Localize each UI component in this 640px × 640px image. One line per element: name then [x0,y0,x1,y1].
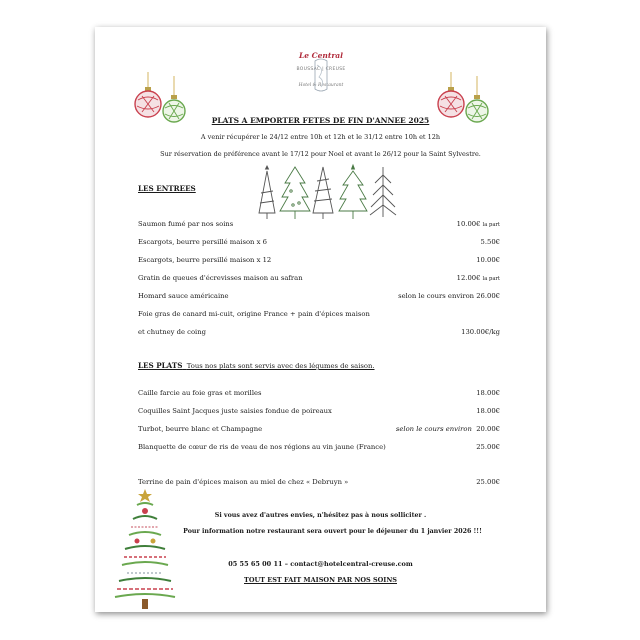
decorated-tree-icon [115,487,175,617]
entree-item: Homard sauce américaine selon le cours environ 26.00€ [138,292,500,300]
plats-heading: LES PLATS Tous nos plats sont servis avec des légumes de saison. [138,361,375,370]
logo-locations: BOUSSAC | CREUSE [296,67,346,72]
entrees-heading: LES ENTREES [138,184,196,193]
reservation-info: Sur réservation de préférence avant le 17/12 pour Noel et avant le 26/12 pour la Saint Sylvestre. [160,150,481,158]
entree-item: et chutney de coing 130.00€/kg [138,328,500,336]
footer-homemade: TOUT EST FAIT MAISON PAR NOS SOINS [244,576,397,584]
menu-title: PLATS A EMPORTER FETES DE FIN D'ANNEE 2025 [211,116,430,125]
footer-invite: Si vous avez d'autres envies, n'hésitez pas à nous solliciter . [214,512,427,519]
plat-item: Coquilles Saint Jacques juste saisies fondue de poireaux 18.00€ [138,407,500,415]
entree-item: Foie gras de canard mi-cuit, origine France + pain d'épices maison [138,310,370,318]
plats-note: Tous nos plats sont servis avec des légumes de saison. [186,362,375,370]
footer-contact: 05 55 65 00 11 – contact@hotelcentral-creuse.com [228,560,413,568]
logo-tagline: Hotel & Restaurant [298,83,344,88]
plat-item: Blanquette de cœur de ris de veau de nos régions au vin jaune (France) 25.00€ [138,443,500,451]
plat-item: Caille farcie au foie gras et morilles 18.00€ [138,389,500,397]
logo-mark-icon [281,51,361,103]
plat-item: Turbot, beurre blanc et Champagne selon le cours environ 20.00€ [138,425,500,433]
entree-item: Saumon fumé par nos soins 10.00€ la part [138,220,500,228]
plat-item: Terrine de pain d'épices maison au miel de chez « Debruyn » 25.00€ [138,478,500,486]
entree-item: Gratin de queues d'écrevisses maison au safran 12.00€ la part [138,274,500,282]
christmas-trees-icon [255,163,415,223]
restaurant-logo [281,51,361,103]
pickup-info: A venir récupérer le 24/12 entre 10h et 12h et le 31/12 entre 10h et 12h [200,133,441,141]
logo-name: Le Central [299,51,343,60]
entree-item: Escargots, beurre persillé maison x 12 10.00€ [138,256,500,264]
menu-page [95,27,546,612]
entree-item: Escargots, beurre persillé maison x 6 5.50€ [138,238,500,246]
footer-opening-info: Pour information notre restaurant sera ouvert pour le déjeuner du 1 janvier 2026 !!! [183,528,482,535]
